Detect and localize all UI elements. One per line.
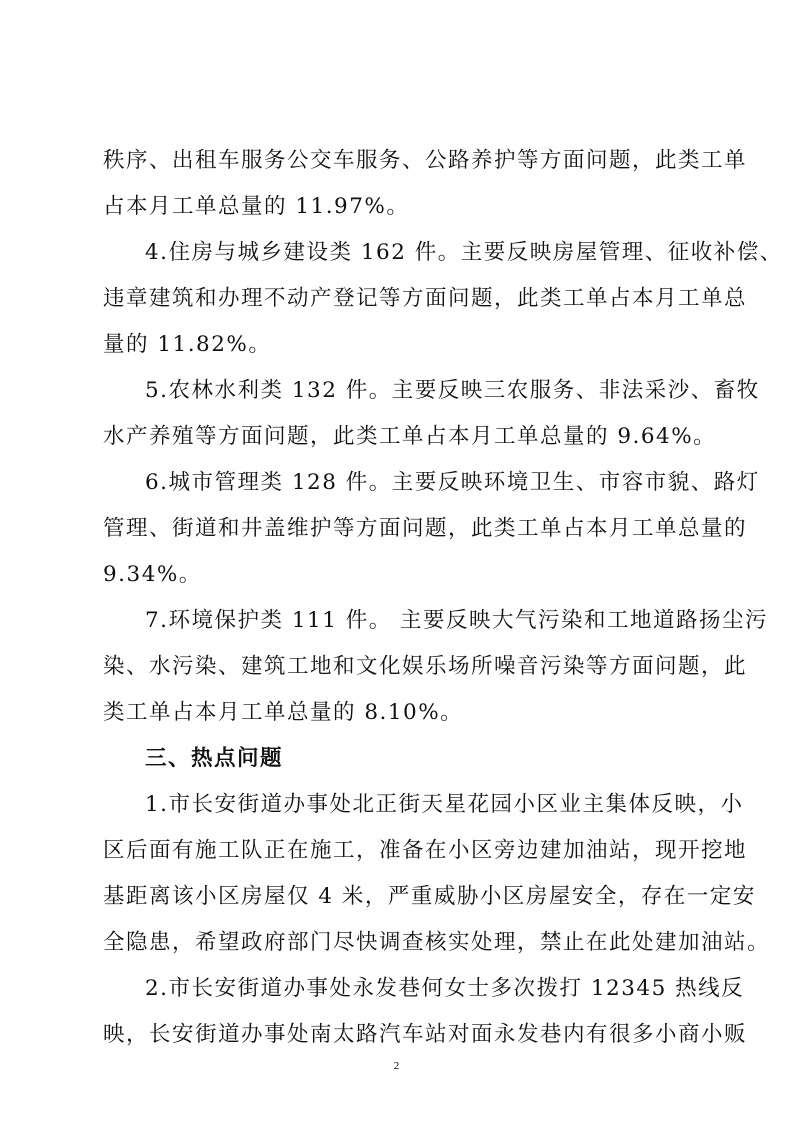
paragraph-line: 9.34%。 bbox=[103, 562, 202, 587]
paragraph-line: 秩序、出租车服务公交车服务、公路养护等方面问题，此类工单 bbox=[103, 148, 748, 173]
page-number: 2 bbox=[393, 1060, 400, 1072]
section-heading: 三、热点问题 bbox=[145, 746, 284, 771]
paragraph-line: 管理、街道和井盖维护等方面问题，此类工单占本月工单总量的 bbox=[103, 516, 748, 541]
paragraph-line: 染、水污染、建筑工地和文化娱乐场所噪音污染等方面问题，此 bbox=[103, 654, 748, 679]
paragraph-line: 占本月工单总量的 11.97%。 bbox=[103, 194, 410, 219]
paragraph-line: 4.住房与城乡建设类 162 件。主要反映房屋管理、征收补偿、 bbox=[145, 240, 783, 265]
paragraph-line: 全隐患，希望政府部门尽快调查核实处理，禁止在此处建加油站。 bbox=[103, 930, 771, 955]
paragraph-line: 2.市长安街道办事处永发巷何女士多次拨打 12345 热线反 bbox=[145, 976, 745, 1001]
paragraph-line: 量的 11.82%。 bbox=[103, 332, 272, 357]
paragraph-line: 水产养殖等方面问题，此类工单占本月工单总量的 9.64%。 bbox=[103, 424, 717, 449]
paragraph-line: 违章建筑和办理不动产登记等方面问题，此类工单占本月工单总 bbox=[103, 286, 748, 311]
paragraph-line: 类工单占本月工单总量的 8.10%。 bbox=[103, 700, 464, 725]
paragraph-line: 7.环境保护类 111 件。 主要反映大气污染和工地道路扬尘污 bbox=[145, 608, 769, 633]
paragraph-line: 基距离该小区房屋仅 4 米，严重威胁小区房屋安全，存在一定安 bbox=[103, 884, 756, 909]
paragraph-line: 映，长安街道办事处南太路汽车站对面永发巷内有很多小商小贩 bbox=[103, 1022, 748, 1047]
paragraph-line: 1.市长安街道办事处北正街天星花园小区业主集体反映，小 bbox=[145, 792, 744, 817]
paragraph-line: 6.城市管理类 128 件。主要反映环境卫生、市容市貌、路灯 bbox=[145, 470, 760, 495]
paragraph-line: 区后面有施工队正在施工，准备在小区旁边建加油站，现开挖地 bbox=[103, 838, 748, 863]
paragraph-line: 5.农林水利类 132 件。主要反映三农服务、非法采沙、畜牧 bbox=[145, 378, 760, 403]
